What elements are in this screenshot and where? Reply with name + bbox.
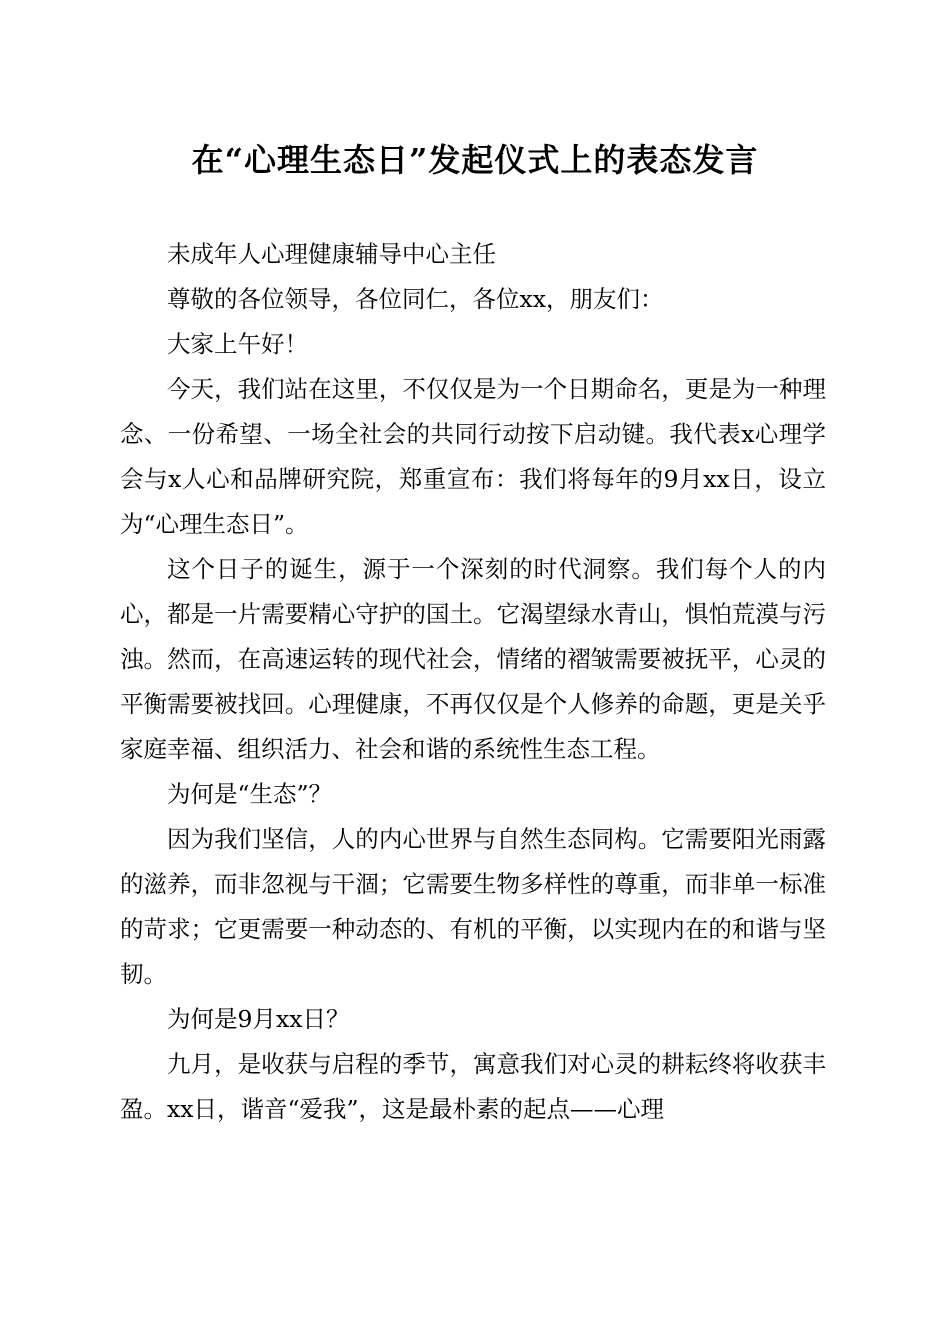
paragraph-ecology-answer: 因为我们坚信，人的内心世界与自然生态同构。它需要阳光雨露的滋养，而非忽视与干涸；它需要生物多样性的尊重，而非单一标准的苛求；它更需要一种动态的、有机的平衡，以实现内在的和谐与坚韧。 — [120, 825, 826, 988]
speaker-line: 未成年人心理健康辅导中心主任 — [167, 240, 496, 268]
salutation: 尊敬的各位领导，各位同仁，各位xx，朋友们： — [167, 285, 664, 313]
paragraph-date-answer: 九月，是收获与启程的季节，寓意我们对心灵的耕耘终将收获丰盈。xx日，谐音“爱我”，这是最朴素的起点——心理 — [120, 1050, 826, 1123]
document-title: 在“心理生态日”发起仪式上的表态发言 — [191, 141, 759, 179]
greeting: 大家上午好！ — [167, 330, 308, 358]
paragraph-origin: 这个日子的诞生，源于一个深刻的时代洞察。我们每个人的内心，都是一片需要精心守护的国土。它渴望绿水青山，惧怕荒漠与污浊。然而，在高速运转的现代社会，情绪的褶皱需要被抚平，心灵的平衡需要被找回。心理健康，不再仅仅是个人修养的命题，更是关乎家庭幸福、组织活力、社会和谐的系统性生态工程。 — [120, 555, 826, 763]
document-body — [120, 232, 826, 1132]
question-date: 为何是9月xx日？ — [167, 1005, 350, 1033]
paragraph-announcement: 今天，我们站在这里，不仅仅是为一个日期命名，更是为一种理念、一份希望、一场全社会的共同行动按下启动键。我代表x心理学会与x人心和品牌研究院，郑重宣布：我们将每年的9月xx日，设立为“心理生态日”。 — [120, 375, 826, 538]
question-ecology: 为何是“生态”？ — [167, 780, 333, 808]
